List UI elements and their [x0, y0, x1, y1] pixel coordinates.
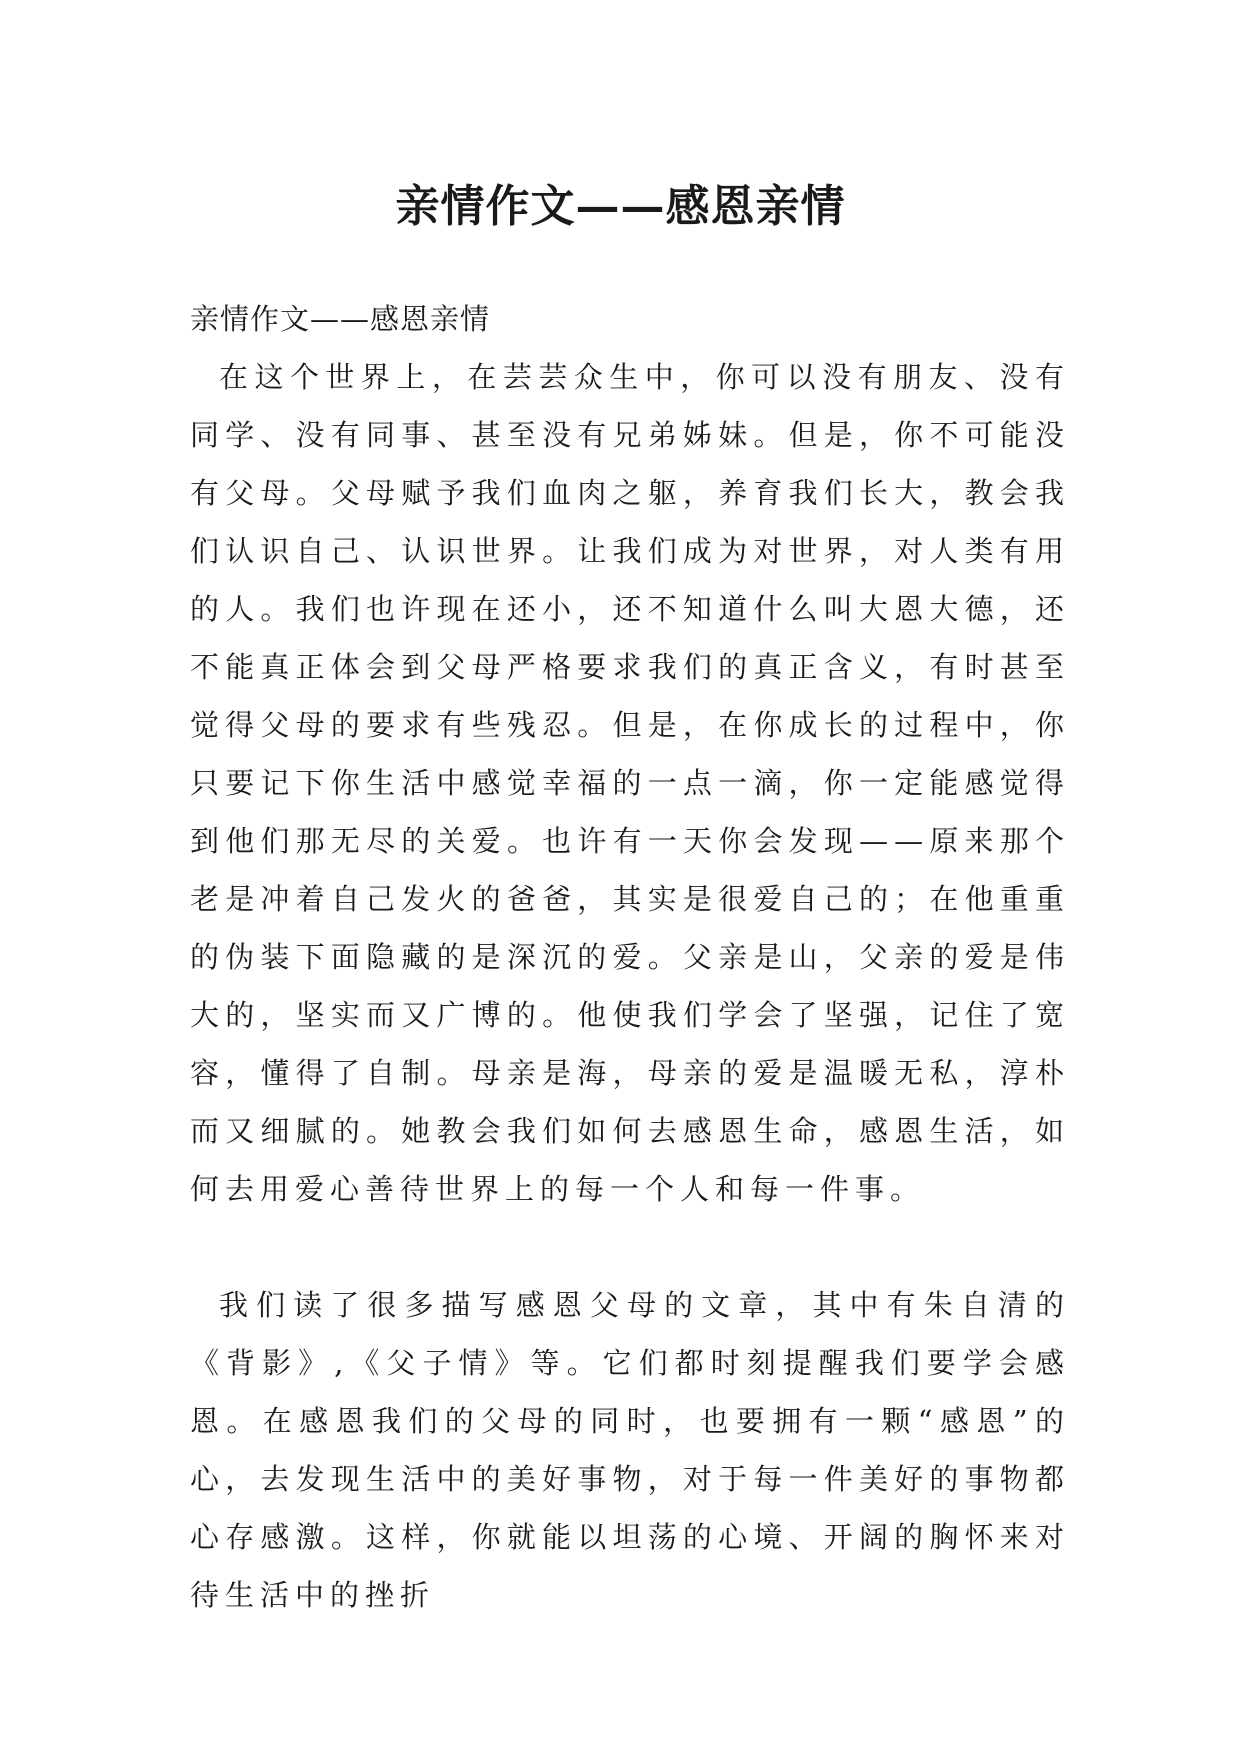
document-body	[190, 290, 1070, 1624]
paragraph-1: 在这个世界上，在芸芸众生中，你可以没有朋友、没有同学、没有同事、甚至没有兄弟姊妹。但是，你不可能没有父母。父母赋予我们血肉之躯，养育我们长大，教会我们认识自己、认识世界。让我们成为对世界，对人类有用的人。我们也许现在还小，还不知道什么叫大恩大德，还不能真正体会到父母严格要求我们的真正含义，有时甚至觉得父母的要求有些残忍。但是，在你成长的过程中，你只要记下你生活中感觉幸福的一点一滴，你一定能感觉得到他们那无尽的关爱。也许有一天你会发现——原来那个老是冲着自己发火的爸爸，其实是很爱自己的；在他重重的伪装下面隐藏的是深沉的爱。父亲是山，父亲的爱是伟大的，坚实而又广博的。他使我们学会了坚强，记住了宽容，懂得了自制。母亲是海，母亲的爱是温暖无私，淳朴而又细腻的。她教会我们如何去感恩生命，感恩生活，如何去用爱心善待世界上的每一个人和每一件事。	[190, 360, 1070, 1206]
paragraph-spacer	[190, 1218, 1070, 1276]
paragraph-2: 我们读了很多描写感恩父母的文章，其中有朱自清的《背影》,《父子情》等。它们都时刻提醒我们要学会感恩。在感恩我们的父母的同时，也要拥有一颗“感恩”的心，去发现生活中的美好事物，对于每一件美好的事物都心存感激。这样，你就能以坦荡的心境、开阔的胸怀来对待生活中的挫折	[190, 1288, 1070, 1612]
document-subtitle: 亲情作文——感恩亲情	[190, 302, 491, 336]
document-title: 亲情作文——感恩亲情	[395, 181, 846, 233]
